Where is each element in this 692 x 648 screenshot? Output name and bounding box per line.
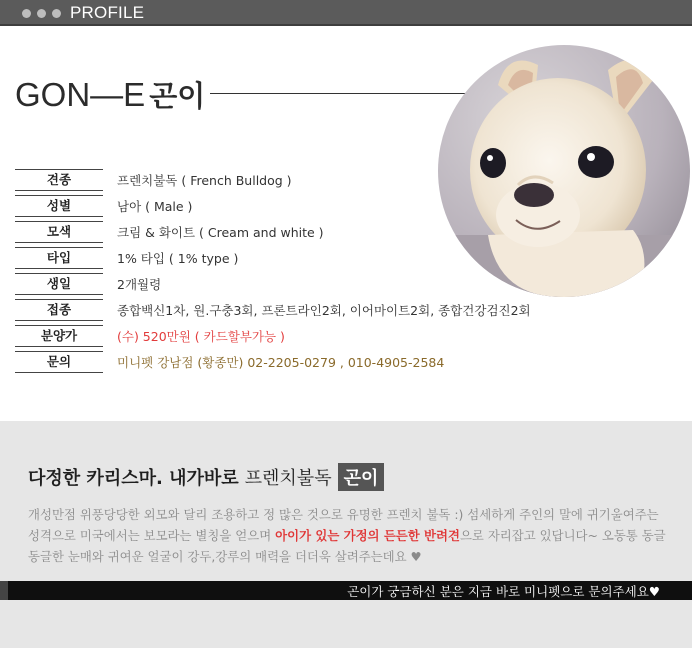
desc-text: 개성만점 위풍당당한 외모와 달리 조용하고 정 많은 것으로 유명한 프렌치 불독 :) 섬세하게 주인의 말에 귀기울여주는 성격으로 미국에서는 보모라는 별칭을 얻으며 xyxy=(28,507,659,543)
price-value: (수) 520만원 ( 카드할부가능 ) xyxy=(117,329,285,344)
cta-bar-accent xyxy=(0,581,8,600)
title-divider xyxy=(210,93,480,94)
desc-highlight: 아이가 있는 가정의 든든한 반려견 xyxy=(275,528,460,543)
french-bulldog-photo-icon xyxy=(438,45,690,297)
window-dot-icon xyxy=(22,9,31,18)
info-label: 접종 xyxy=(15,299,103,321)
tagline-name-badge: 곤이 xyxy=(338,463,385,491)
info-value: 프렌치불독 ( French Bulldog ) xyxy=(117,173,292,188)
info-value: 종합백신1차, 원.구충3회, 프론트라인2회, 이어마이트2회, 종합건강검진2회 xyxy=(117,303,531,318)
desc-text: 으로 자리잡고 있답니다~ 오동통 동글동글한 눈매와 귀여운 얼굴이 강두,강루의 매력을 더더욱 살려주는데요 ♥ xyxy=(28,528,666,564)
info-value: 크림 & 화이트 ( Cream and white ) xyxy=(117,225,324,240)
info-value: 2개월령 xyxy=(117,277,162,292)
tagline-bold: 다정한 카리스마. 내가바로 xyxy=(28,468,239,489)
window-dot-icon xyxy=(52,9,61,18)
header-title: PROFILE xyxy=(70,3,145,22)
dog-name-kr: 곤이 xyxy=(149,79,206,113)
contact-value: 미니펫 강남점 (황종만) 02-2205-0279 , 010-4905-2584 xyxy=(117,355,445,370)
info-label: 문의 xyxy=(15,351,103,373)
promo-tagline xyxy=(28,463,384,491)
info-label: 생일 xyxy=(15,273,103,295)
profile-header-bar xyxy=(0,0,692,26)
cta-bar xyxy=(0,581,692,600)
info-label: 분양가 xyxy=(15,325,103,347)
info-label: 모색 xyxy=(15,221,103,243)
window-dot-icon xyxy=(37,9,46,18)
info-label: 성별 xyxy=(15,195,103,217)
dog-name-en: GON—E xyxy=(15,76,146,113)
promo-description xyxy=(28,504,668,567)
info-label: 견종 xyxy=(15,169,103,191)
info-label: 타입 xyxy=(15,247,103,269)
info-value: 남아 ( Male ) xyxy=(117,199,193,214)
info-value: 1% 타입 ( 1% type ) xyxy=(117,251,239,266)
tagline-breed: 프렌치불독 xyxy=(244,468,332,489)
dog-name-title xyxy=(15,74,205,115)
cta-text: 곤이가 궁금하신 분은 지금 바로 미니펫으로 문의주세요♥ xyxy=(347,584,660,599)
